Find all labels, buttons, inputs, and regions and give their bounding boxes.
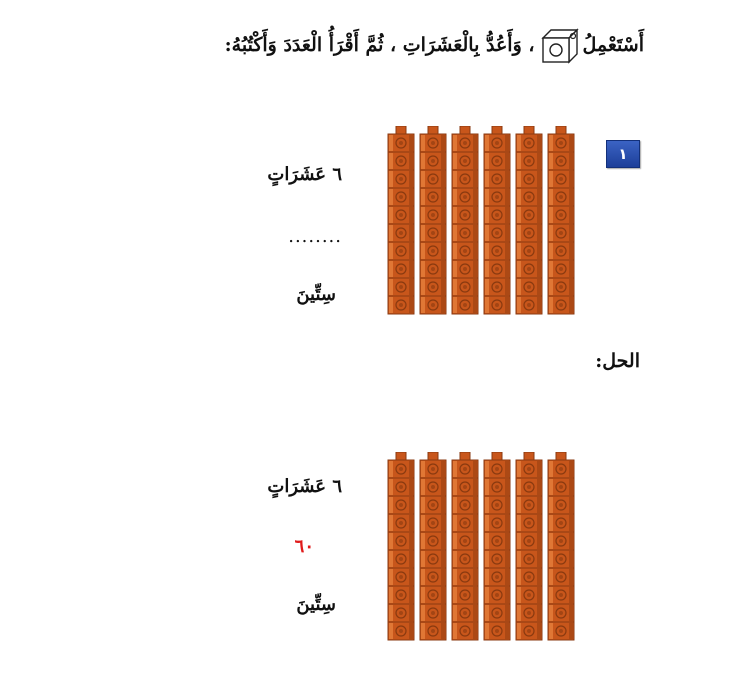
unit-cube [388,496,414,514]
unit-cube [484,296,510,314]
unit-cube [484,152,510,170]
unit-cube [484,170,510,188]
unit-cube [484,514,510,532]
unit-cube [484,134,510,152]
unit-cube [452,152,478,170]
unit-cube [516,622,542,640]
solution-tens-label: ٦ عَشَرَاتٍ [267,476,342,497]
unit-cube [420,152,446,170]
unit-cube [516,496,542,514]
ten-rod [484,126,510,314]
unit-cube [388,550,414,568]
unit-cube [548,460,574,478]
ten-rods-exercise [386,126,582,318]
unit-cube [452,550,478,568]
ten-rod [548,452,574,640]
unit-cube [548,550,574,568]
unit-cube [548,532,574,550]
unit-cube [420,532,446,550]
unit-cube [420,206,446,224]
unit-cube [388,586,414,604]
unit-cube [388,224,414,242]
unit-cube [452,242,478,260]
unit-cube [452,532,478,550]
unit-cube [388,532,414,550]
unit-cube [516,152,542,170]
unit-cube [516,170,542,188]
unit-cube [452,188,478,206]
unit-cube [420,550,446,568]
unit-cube [516,296,542,314]
unit-cube [452,514,478,532]
unit-cube [452,604,478,622]
ten-rod [388,126,414,314]
unit-cube [388,242,414,260]
instruction-line [225,26,644,64]
unit-cube [420,514,446,532]
unit-cube [388,478,414,496]
unit-cube [548,206,574,224]
ten-rod [516,452,542,640]
unit-cube [548,586,574,604]
exercise-tens-label: ٦ عَشَرَاتٍ [267,164,342,185]
ten-rod [420,126,446,314]
instruction-text-end: ، وَأَعُدُّ بِالْعَشَرَاتِ ، ثُمَّ أَقْرَأُ الْعَدَدَ وَأَكْتُبُهُ: [224,34,535,56]
unit-cube [452,568,478,586]
unit-cube [484,532,510,550]
unit-cube [484,604,510,622]
unit-cube [452,496,478,514]
unit-cube [388,188,414,206]
unit-cube [420,496,446,514]
unit-cube [452,170,478,188]
unit-cube [548,278,574,296]
unit-cube [484,260,510,278]
unit-cube [452,224,478,242]
ten-rod [420,452,446,640]
unit-cube [484,242,510,260]
solution-heading: الحل: [595,350,640,372]
unit-cube [420,260,446,278]
ten-rods-solution [386,452,582,644]
unit-cube [548,622,574,640]
unit-cube [516,224,542,242]
unit-cube [420,296,446,314]
unit-cube [420,568,446,586]
unit-cube [420,622,446,640]
unit-cube [516,260,542,278]
unit-cube [548,496,574,514]
unit-cube [516,568,542,586]
instruction-text-start: أَسْتَعْمِلُ [582,34,644,56]
unit-cube [388,278,414,296]
unit-cube [484,188,510,206]
ten-rod [452,126,478,314]
exercise-answer-blank: ........ [288,226,342,247]
unit-cube [420,278,446,296]
ten-rod [548,126,574,314]
unit-cube [388,134,414,152]
unit-cube [452,586,478,604]
unit-cube [420,134,446,152]
unit-cube-icon [539,26,579,64]
unit-cube [388,260,414,278]
unit-cube [516,242,542,260]
unit-cube [388,152,414,170]
unit-cube [516,278,542,296]
unit-cube [452,478,478,496]
unit-cube [452,260,478,278]
unit-cube [452,206,478,224]
solution-answer: ٦٠ [294,536,314,557]
ten-rod [484,452,510,640]
unit-cube [484,206,510,224]
unit-cube [548,514,574,532]
unit-cube [388,568,414,586]
unit-cube [484,224,510,242]
unit-cube [516,188,542,206]
unit-cube [388,622,414,640]
unit-cube [516,550,542,568]
unit-cube [516,206,542,224]
unit-cube [484,496,510,514]
unit-cube [484,568,510,586]
ten-rod [452,452,478,640]
unit-cube [516,586,542,604]
unit-cube [516,134,542,152]
unit-cube [452,296,478,314]
unit-cube [484,550,510,568]
unit-cube [388,604,414,622]
unit-cube [452,134,478,152]
unit-cube [516,460,542,478]
unit-cube [452,460,478,478]
unit-cube [420,460,446,478]
unit-cube [516,514,542,532]
unit-cube [548,134,574,152]
exercise-number-word: سِتِّينَ [296,284,336,305]
unit-cube [548,260,574,278]
ten-rod [516,126,542,314]
unit-cube [516,604,542,622]
unit-cube [548,152,574,170]
unit-cube [420,170,446,188]
unit-cube [452,278,478,296]
unit-cube [420,604,446,622]
ten-rod [388,452,414,640]
unit-cube [548,604,574,622]
unit-cube [420,188,446,206]
unit-cube [516,478,542,496]
solution-number-word: سِتِّينَ [296,594,336,615]
unit-cube [548,296,574,314]
unit-cube [420,242,446,260]
unit-cube [484,586,510,604]
unit-cube [388,296,414,314]
unit-cube [548,478,574,496]
unit-cube [548,170,574,188]
unit-cube [516,532,542,550]
unit-cube [388,514,414,532]
unit-cube [548,568,574,586]
unit-cube [388,460,414,478]
unit-cube [420,224,446,242]
unit-cube [452,622,478,640]
exercise-number-badge: ١ [606,140,640,168]
unit-cube [484,278,510,296]
unit-cube [420,586,446,604]
unit-cube [420,478,446,496]
unit-cube [484,622,510,640]
unit-cube [548,242,574,260]
unit-cube [484,460,510,478]
unit-cube [548,188,574,206]
unit-cube [548,224,574,242]
unit-cube [388,170,414,188]
unit-cube [484,478,510,496]
unit-cube [388,206,414,224]
